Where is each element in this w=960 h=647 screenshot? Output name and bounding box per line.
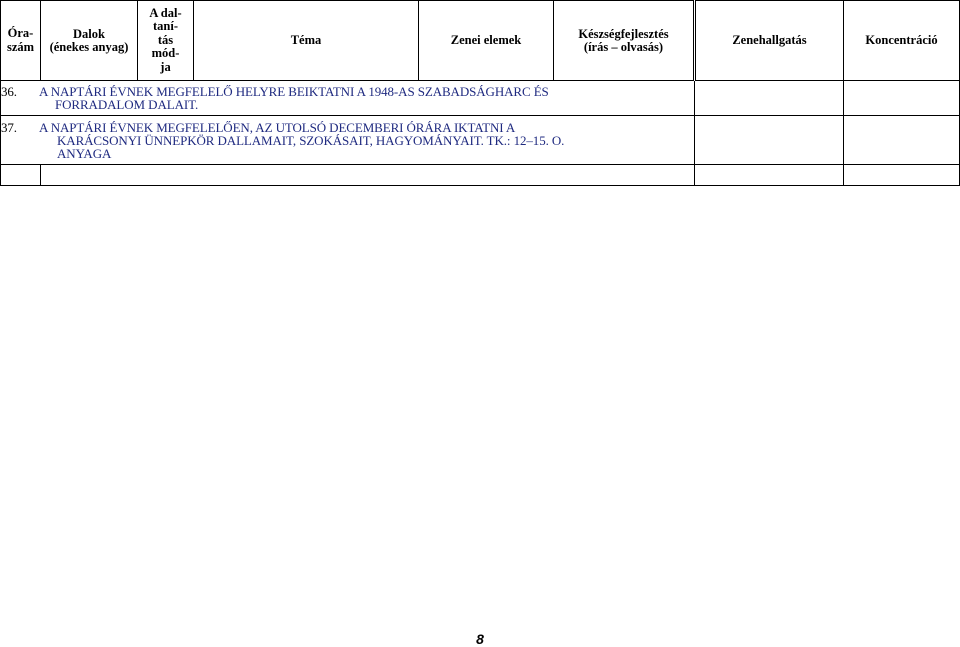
lesson-37-topic bbox=[1, 116, 695, 165]
lesson-37-koncentracio bbox=[844, 116, 960, 165]
empty-zenehallgatas bbox=[695, 165, 844, 186]
empty-oraszam bbox=[1, 165, 41, 186]
lesson-37-line3: ANYAGA bbox=[57, 146, 112, 161]
lesson-36-number: 36. bbox=[1, 84, 17, 99]
header-dalok-line2: (énekes anyag) bbox=[49, 39, 129, 54]
header-tema bbox=[194, 1, 419, 81]
lesson-row-36 bbox=[1, 81, 960, 116]
header-mod-line3: tás bbox=[157, 32, 174, 47]
lesson-37-line1-wrap bbox=[1, 116, 694, 134]
lesson-36-line2: FORRADALOM DALAIT. bbox=[55, 97, 199, 112]
lesson-36-topic bbox=[1, 81, 695, 116]
empty-koncentracio bbox=[844, 165, 960, 186]
lesson-36-line1: A NAPTÁRI ÉVNEK MEGFELELŐ HELYRE BEIKTATNI A 1948-AS SZABADSÁGHARC ÉS bbox=[39, 84, 549, 99]
header-zenehallgatas-label: Zenehallgatás bbox=[732, 33, 807, 47]
header-mod-line1: A dal- bbox=[149, 5, 182, 20]
lesson-37-zenehallgatas bbox=[695, 116, 844, 165]
header-tanitas-modja bbox=[138, 1, 194, 81]
header-oraszam bbox=[1, 1, 41, 81]
header-keszseg-line2: (írás – olvasás) bbox=[583, 39, 664, 54]
header-zenei-label: Zenei elemek bbox=[450, 33, 522, 47]
header-keszsegfejlesztes bbox=[554, 1, 695, 81]
header-zenei-elemek bbox=[419, 1, 554, 81]
header-tema-label: Téma bbox=[290, 33, 322, 47]
lesson-37-line2: KARÁCSONYI ÜNNEPKÖR DALLAMAIT, SZOKÁSAIT, HAGYOMÁNYAIT. TK.: 12–15. O. bbox=[57, 133, 565, 148]
lesson-36-koncentracio bbox=[844, 81, 960, 116]
lesson-36-zenehallgatas bbox=[695, 81, 844, 116]
header-keszseg-line1: Készségfejlesztés bbox=[578, 26, 669, 41]
lesson-row-37 bbox=[1, 116, 960, 165]
header-zenehallgatas bbox=[695, 1, 844, 81]
page-number: 8 bbox=[476, 631, 484, 647]
header-dalok-line1: Dalok bbox=[73, 26, 105, 41]
header-koncentracio-label: Koncentráció bbox=[865, 33, 938, 47]
header-dalok bbox=[41, 1, 138, 81]
header-mod-line4: mód- bbox=[151, 46, 180, 61]
header-koncentracio bbox=[844, 1, 960, 81]
header-oraszam-line1: Óra- bbox=[7, 26, 34, 40]
curriculum-table bbox=[0, 0, 960, 186]
header-mod-line5: ja bbox=[160, 59, 171, 74]
header-oraszam-line2: szám bbox=[6, 39, 35, 54]
lesson-37-number: 37. bbox=[1, 120, 17, 135]
lesson-37-line1: A NAPTÁRI ÉVNEK MEGFELELŐEN, AZ UTOLSÓ DECEMBERI ÓRÁRA IKTATNI A bbox=[39, 120, 516, 135]
empty-row bbox=[1, 165, 960, 186]
header-mod-line2: taní- bbox=[153, 19, 178, 34]
lesson-36-line1-wrap bbox=[1, 81, 694, 98]
header-row bbox=[1, 1, 960, 81]
empty-content bbox=[41, 165, 695, 186]
